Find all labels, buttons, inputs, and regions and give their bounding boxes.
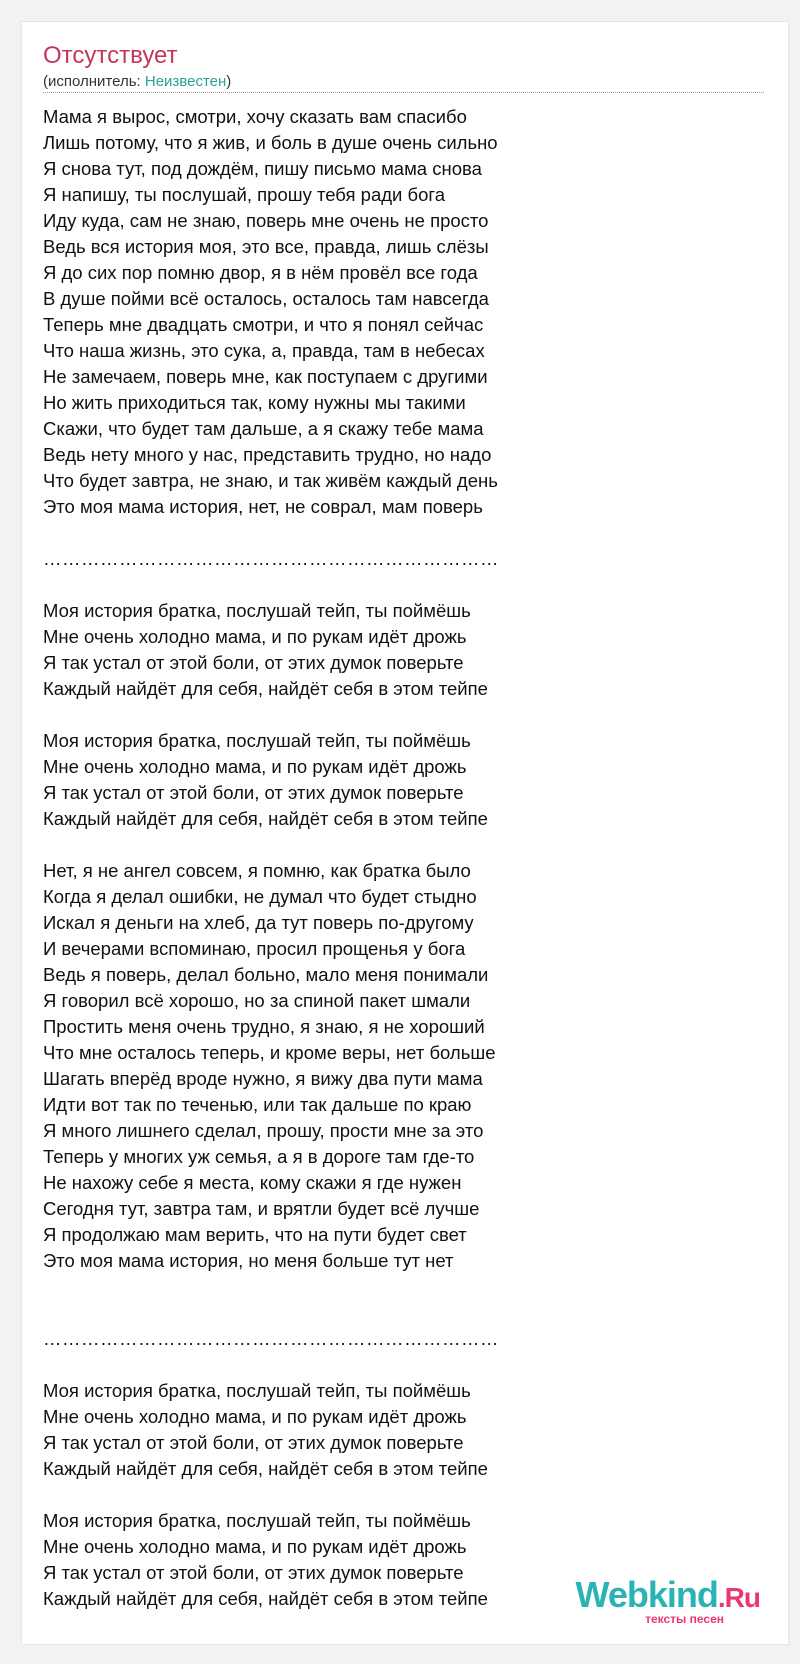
lyric-blank-line [43, 1300, 499, 1326]
lyric-line: Я много лишнего сделал, прошу, прости мне за это [43, 1120, 484, 1141]
lyric-line: Каждый найдёт для себя, найдёт себя в этом тейпе [43, 1588, 488, 1609]
lyric-line: Нет, я не ангел совсем, я помню, как братка было [43, 860, 471, 881]
lyric-line: Иду куда, сам не знаю, поверь мне очень не просто [43, 210, 489, 231]
lyric-blank-line [43, 520, 499, 546]
lyric-line: Мне очень холодно мама, и по рукам идёт дрожь [43, 626, 467, 647]
lyrics-text [43, 104, 499, 1612]
lyric-line: Ведь нету много у нас, представить трудно, но надо [43, 444, 492, 465]
lyric-line: Это моя мама история, нет, не соврал, мам поверь [43, 496, 483, 517]
lyric-separator: ……………………………………………………………… [43, 548, 499, 569]
logo-main-text: Webkind [575, 1574, 718, 1615]
lyric-line: Я так устал от этой боли, от этих думок поверьте [43, 1432, 464, 1453]
lyric-line: И вечерами вспоминаю, просил прощенья у бога [43, 938, 466, 959]
lyric-separator: ……………………………………………………………… [43, 1328, 499, 1349]
header-divider [43, 92, 764, 93]
lyrics-card [22, 22, 788, 1644]
lyric-line: Сегодня тут, завтра там, и врятли будет всё лучше [43, 1198, 480, 1219]
artist-suffix: ) [226, 73, 232, 90]
lyric-line: Что мне осталось теперь, и кроме веры, нет больше [43, 1042, 496, 1063]
lyric-line: Мне очень холодно мама, и по рукам идёт дрожь [43, 756, 467, 777]
site-logo[interactable] [575, 1574, 760, 1626]
lyric-line: Скажи, что будет там дальше, а я скажу тебе мама [43, 418, 484, 439]
lyric-line: Простить меня очень трудно, я знаю, я не хороший [43, 1016, 485, 1037]
logo-tld: .Ru [717, 1582, 760, 1613]
artist-link[interactable]: Неизвестен [144, 73, 227, 90]
song-title: Отсутствует [43, 42, 178, 69]
lyric-line: Моя история братка, послушай тейп, ты поймёшь [43, 600, 471, 621]
lyric-line: Шагать вперёд вроде нужно, я вижу два пути мама [43, 1068, 483, 1089]
lyric-line: Я напишу, ты послушай, прошу тебя ради бога [43, 184, 446, 205]
lyric-line: Я так устал от этой боли, от этих думок поверьте [43, 1562, 464, 1583]
artist-line [43, 73, 231, 90]
lyric-line: Но жить приходиться так, кому нужны мы такими [43, 392, 466, 413]
lyric-line: Мне очень холодно мама, и по рукам идёт дрожь [43, 1536, 467, 1557]
lyric-blank-line [43, 572, 499, 598]
lyric-line: Каждый найдёт для себя, найдёт себя в этом тейпе [43, 1458, 488, 1479]
lyric-line: Теперь мне двадцать смотри, и что я понял сейчас [43, 314, 484, 335]
lyric-line: Не нахожу себе я места, кому скажи я где нужен [43, 1172, 462, 1193]
lyric-line: Каждый найдёт для себя, найдёт себя в этом тейпе [43, 808, 488, 829]
lyric-line: Я до сих пор помню двор, я в нём провёл все года [43, 262, 478, 283]
lyric-line: Это моя мама история, но меня больше тут нет [43, 1250, 454, 1271]
lyric-line: Я так устал от этой боли, от этих думок поверьте [43, 652, 464, 673]
lyric-line: Я снова тут, под дождём, пишу письмо мама снова [43, 158, 482, 179]
lyric-line: Не замечаем, поверь мне, как поступаем с другими [43, 366, 488, 387]
lyric-line: Мне очень холодно мама, и по рукам идёт дрожь [43, 1406, 467, 1427]
lyric-line: Моя история братка, послушай тейп, ты поймёшь [43, 1510, 471, 1531]
lyric-line: Моя история братка, послушай тейп, ты поймёшь [43, 730, 471, 751]
lyric-blank-line [43, 1482, 499, 1508]
lyric-line: Каждый найдёт для себя, найдёт себя в этом тейпе [43, 678, 488, 699]
lyric-line: Что наша жизнь, это сука, а, правда, там в небесах [43, 340, 485, 361]
lyric-blank-line [43, 1352, 499, 1378]
lyric-line: Ведь вся история моя, это все, правда, лишь слёзы [43, 236, 489, 257]
lyric-line: Ведь я поверь, делал больно, мало меня понимали [43, 964, 489, 985]
lyric-line: Лишь потому, что я жив, и боль в душе очень сильно [43, 132, 498, 153]
lyric-line: Мама я вырос, смотри, хочу сказать вам спасибо [43, 106, 467, 127]
lyric-line: Теперь у многих уж семья, а я в дороге там где-то [43, 1146, 475, 1167]
lyric-line: Что будет завтра, не знаю, и так живём каждый день [43, 470, 498, 491]
logo-tagline: тексты песен [645, 1612, 724, 1626]
lyric-line: Я продолжаю мам верить, что на пути будет свет [43, 1224, 467, 1245]
lyric-line: Когда я делал ошибки, не думал что будет стыдно [43, 886, 477, 907]
lyric-blank-line [43, 1274, 499, 1300]
lyric-line: Идти вот так по теченью, или так дальше по краю [43, 1094, 472, 1115]
lyric-line: Я так устал от этой боли, от этих думок поверьте [43, 782, 464, 803]
lyric-line: Моя история братка, послушай тейп, ты поймёшь [43, 1380, 471, 1401]
artist-prefix: (исполнитель: [43, 73, 145, 90]
lyric-line: Я говорил всё хорошо, но за спиной пакет шмали [43, 990, 471, 1011]
lyric-blank-line [43, 832, 499, 858]
lyric-line: В душе пойми всё осталось, осталось там навсегда [43, 288, 489, 309]
lyric-blank-line [43, 702, 499, 728]
lyric-line: Искал я деньги на хлеб, да тут поверь по-другому [43, 912, 474, 933]
